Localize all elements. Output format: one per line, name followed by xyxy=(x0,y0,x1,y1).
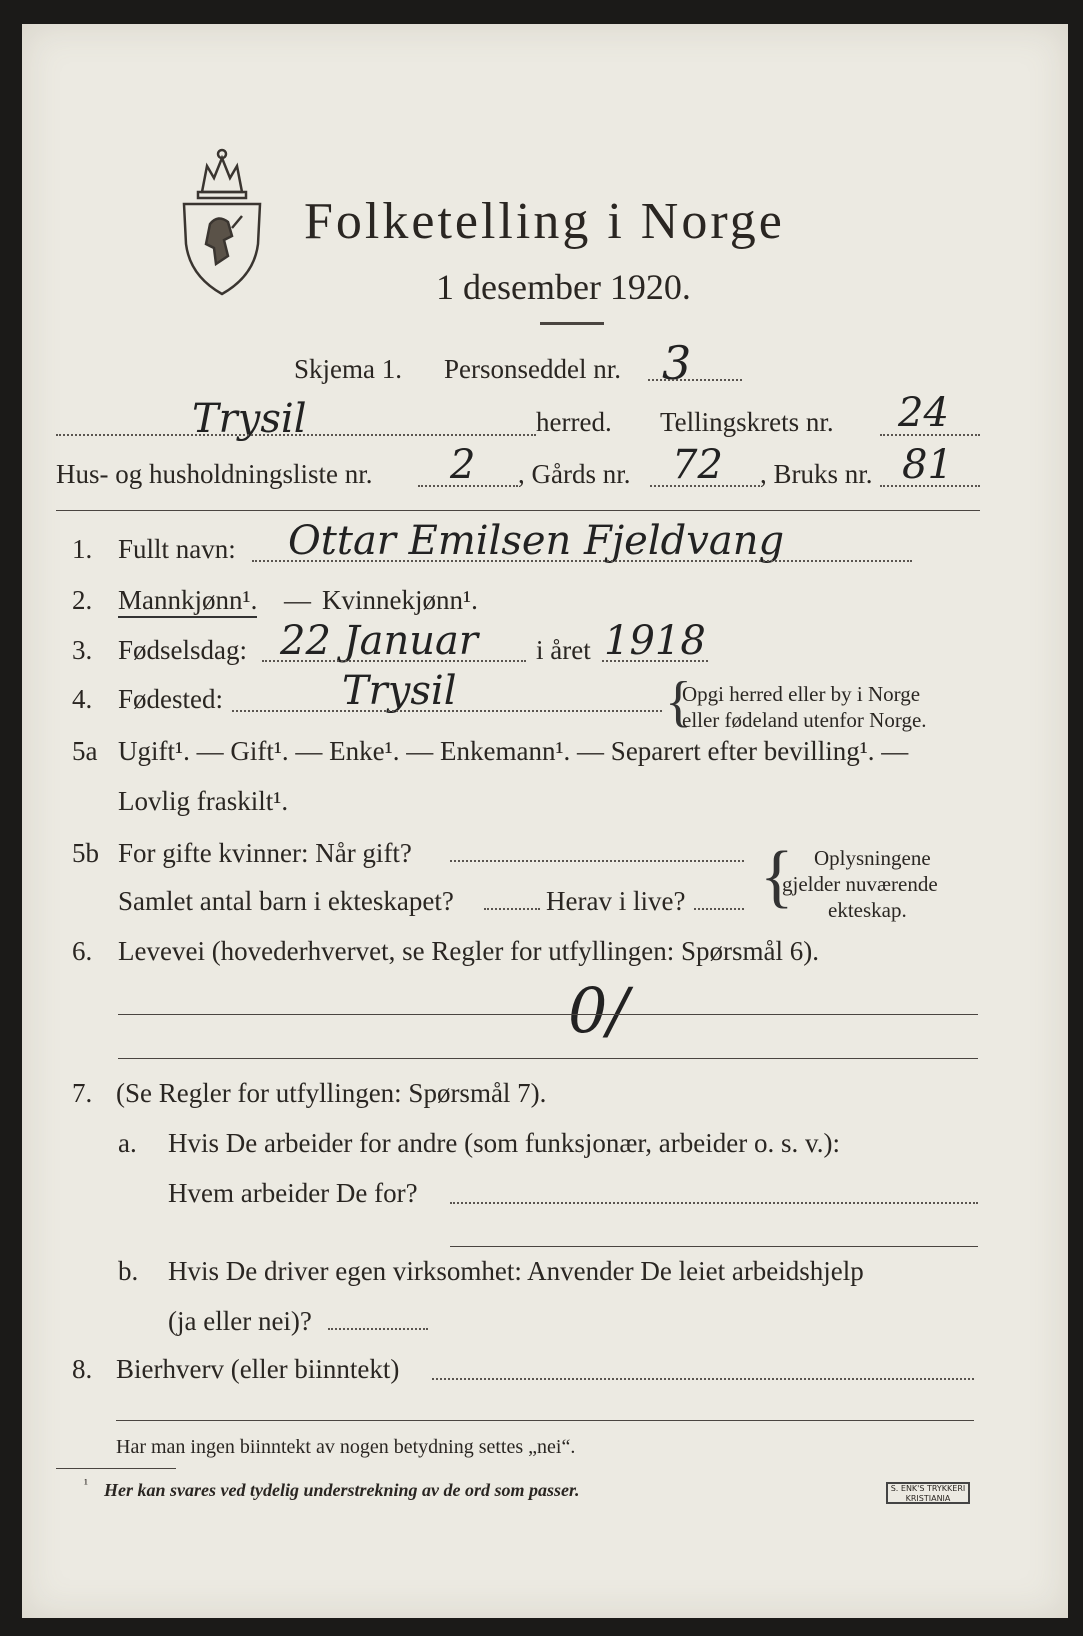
q5a-number: 5a xyxy=(72,736,98,766)
q7-label: (Se Regler for utfyllingen: Spørsmål 7). xyxy=(116,1078,547,1108)
personseddel-line xyxy=(648,379,742,381)
marriage-note-3: ekteskap. xyxy=(828,898,907,922)
footnote-mark: ¹ xyxy=(84,1476,88,1491)
form-title: Folketelling i Norge xyxy=(304,193,785,250)
herred-label: herred. xyxy=(536,407,612,437)
census-form xyxy=(22,24,1068,1618)
marriage-note-2: gjelder nuværende xyxy=(782,872,938,896)
q1-label: Fullt navn: xyxy=(118,534,236,564)
brace-icon: { xyxy=(760,838,794,915)
birthplace-note-1: Opgi herred eller by i Norge xyxy=(682,682,921,706)
employer-line-2 xyxy=(450,1246,978,1247)
q8-label: Bierhverv (eller biinntekt) xyxy=(116,1354,400,1384)
q3-number: 3. xyxy=(72,635,93,665)
norwegian-coat-of-arms-icon xyxy=(172,144,272,299)
footnote-text: Her kan svares ved tydelig understrekning av de ord som passer. xyxy=(104,1480,580,1500)
herred-line xyxy=(56,434,536,436)
census-date: 1 desember 1920. xyxy=(436,267,691,307)
children-count-label: Samlet antal barn i ekteskapet? xyxy=(118,886,454,916)
full-name-value[interactable]: Ottar Emilsen Fjeldvang xyxy=(288,518,785,564)
occupation-line-2 xyxy=(118,1058,978,1059)
q7b-letter: b. xyxy=(118,1256,139,1286)
birthplace-note-2: eller fødeland utenfor Norge. xyxy=(682,708,927,732)
tellingskrets-label: Tellingskrets nr. xyxy=(660,407,834,437)
children-alive-line xyxy=(694,908,744,910)
title-divider xyxy=(540,322,604,325)
q4-number: 4. xyxy=(72,684,93,714)
bruks-line xyxy=(880,485,980,487)
footnote-divider xyxy=(56,1468,176,1469)
q5b-number: 5b xyxy=(72,838,99,868)
section-divider xyxy=(56,510,980,511)
children-alive-label: Herav i live? xyxy=(546,886,686,916)
gender-female-option[interactable]: Kvinnekjønn¹. xyxy=(322,585,478,615)
tellingskrets-value[interactable]: 24 xyxy=(898,390,949,436)
gender-male-option[interactable]: Mannkjønn¹. xyxy=(118,585,257,618)
birthyear-value[interactable]: 1918 xyxy=(604,618,706,664)
birthplace-value[interactable]: Trysil xyxy=(342,668,457,714)
tellingskrets-line xyxy=(880,434,980,436)
q7a-employer-label: Hvem arbeider De for? xyxy=(168,1178,418,1208)
children-count-line xyxy=(484,908,540,910)
hired-help-line xyxy=(328,1328,428,1330)
printer-stamp: S. ENK'S TRYKKERI KRISTIANIA xyxy=(886,1482,970,1504)
personseddel-label: Personseddel nr. xyxy=(444,354,621,384)
birthyear-line xyxy=(602,660,708,662)
herred-value[interactable]: Trysil xyxy=(192,396,307,442)
q6-label: Levevei (hovederhvervet, se Regler for utfyllingen: Spørsmål 6). xyxy=(118,936,820,966)
schema-label: Skjema 1. xyxy=(294,354,402,384)
q7b-question: Hvis De driver egen virksomhet: Anvender De leiet arbeidshjelp xyxy=(168,1256,864,1286)
hus-label: Hus- og husholdningsliste nr. xyxy=(56,459,373,489)
birthdate-line xyxy=(262,660,526,662)
marital-status-options[interactable]: Ugift¹. — Gift¹. — Enke¹. — Enkemann¹. — Separert efter bevilling¹. — xyxy=(118,736,909,766)
birthplace-line xyxy=(232,710,662,712)
gards-value[interactable]: 72 xyxy=(672,442,723,488)
gender-separator: — xyxy=(284,585,311,615)
full-name-line xyxy=(252,560,912,562)
brace-icon: { xyxy=(665,671,692,733)
q2-number: 2. xyxy=(72,585,93,615)
personseddel-value[interactable]: 3 xyxy=(662,336,692,390)
gards-line xyxy=(650,485,760,487)
q7a-question: Hvis De arbeider for andre (som funksjonær, arbeider o. s. v.): xyxy=(168,1128,840,1158)
marriage-note-1: Oplysningene xyxy=(814,846,931,870)
occupation-value[interactable]: 0/ xyxy=(568,974,629,1047)
married-when-line xyxy=(450,860,744,862)
occupation-line-1 xyxy=(118,1014,978,1015)
married-when-label: For gifte kvinner: Når gift? xyxy=(118,838,412,868)
q1-number: 1. xyxy=(72,534,93,564)
q7b-hired-help-label: (ja eller nei)? xyxy=(168,1306,312,1336)
q6-number: 6. xyxy=(72,936,93,966)
marital-status-divorced[interactable]: Lovlig fraskilt¹. xyxy=(118,786,289,816)
q7a-letter: a. xyxy=(118,1128,137,1158)
gards-label: , Gårds nr. xyxy=(518,459,631,489)
q4-label: Fødested: xyxy=(118,684,223,714)
no-income-note: Har man ingen biinntekt av nogen betydning settes „nei“. xyxy=(116,1436,576,1458)
year-label: i året xyxy=(536,635,591,665)
side-income-line-2 xyxy=(116,1420,974,1421)
q7-number: 7. xyxy=(72,1078,93,1108)
q3-label: Fødselsdag: xyxy=(118,635,248,665)
side-income-line xyxy=(432,1378,974,1380)
birthdate-value[interactable]: 22 Januar xyxy=(280,618,478,664)
bruks-value[interactable]: 81 xyxy=(902,442,953,488)
bruks-label: , Bruks nr. xyxy=(760,459,873,489)
employer-line xyxy=(450,1202,978,1204)
q8-number: 8. xyxy=(72,1354,93,1384)
hus-value[interactable]: 2 xyxy=(450,442,476,488)
hus-line xyxy=(418,485,518,487)
